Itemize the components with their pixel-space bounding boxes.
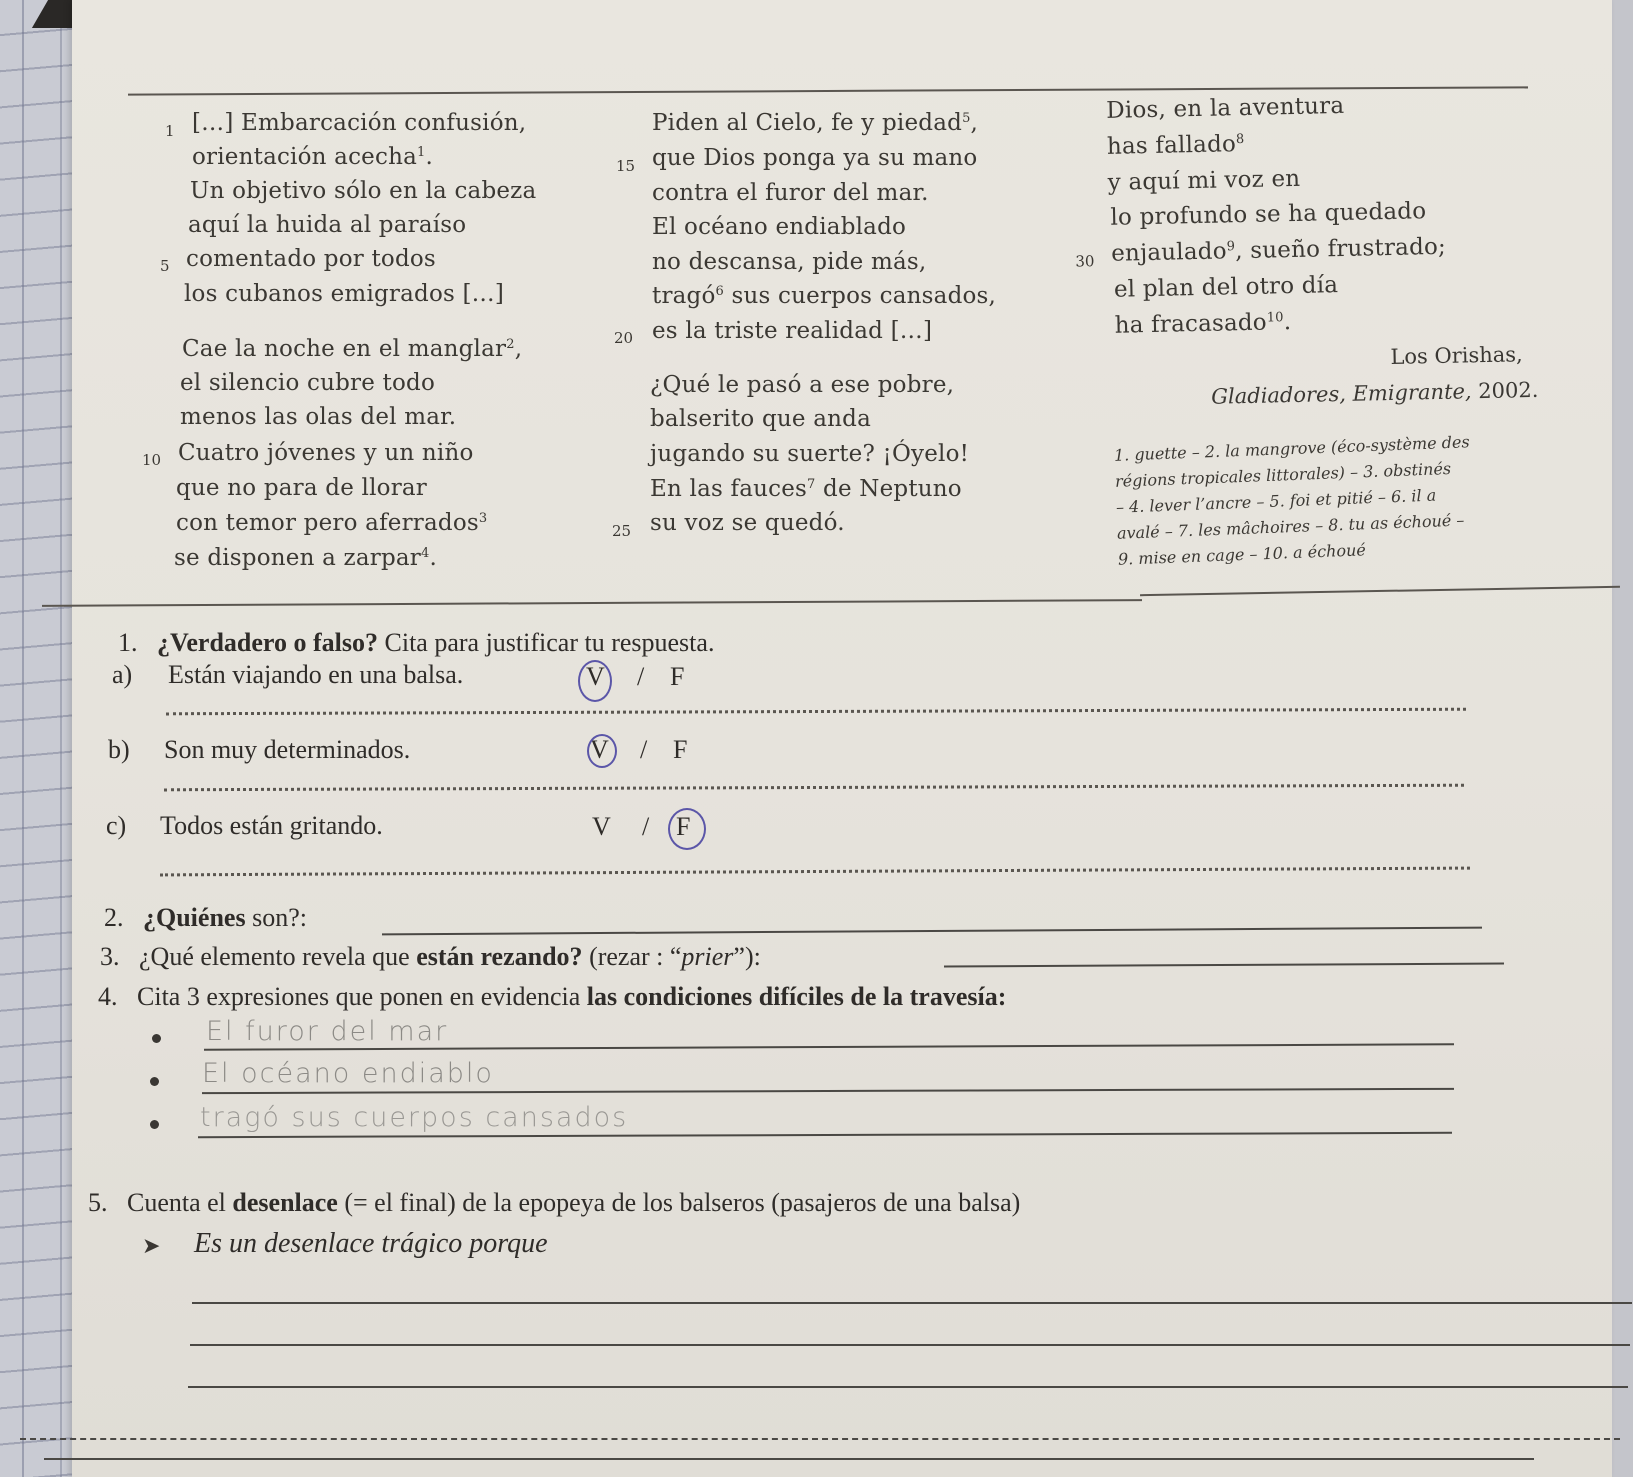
poem-line: aquí la huida al paraíso <box>188 212 467 238</box>
option-separator: / <box>642 812 650 841</box>
poem-line: Cae la noche en el manglar$^2$, <box>182 336 523 362</box>
poem-line: menos las olas del mar. <box>180 404 457 430</box>
line-number: 5 <box>160 257 170 275</box>
poem-line: el silencio cubre todo <box>180 370 436 396</box>
option-false[interactable]: F <box>670 662 685 691</box>
poem-line: su voz se quedó. <box>650 510 845 536</box>
poem-line: El océano endiablado <box>652 214 907 240</box>
credit-author: Los Orishas, <box>1390 342 1523 369</box>
poem-line: no descansa, pide más, <box>652 249 927 275</box>
bullet <box>150 1120 159 1129</box>
question-1c-label: c) <box>106 811 127 840</box>
handwritten-answer: El furor del mar <box>206 1016 449 1047</box>
question-1b-label: b) <box>108 735 130 764</box>
question-1a-text: Están viajando en una balsa. <box>168 660 464 689</box>
option-separator: / <box>637 662 645 691</box>
poem-line: los cubanos emigrados […] <box>184 281 505 307</box>
poem-line: se disponen a zarpar$^4$. <box>174 545 438 571</box>
line-number: 10 <box>142 451 162 469</box>
poem-line: has fallado$^8$ <box>1106 131 1245 160</box>
bullet <box>152 1034 161 1043</box>
option-true[interactable]: V <box>590 735 609 764</box>
answer-line-q5-2[interactable] <box>190 1344 1630 1346</box>
line-number: 20 <box>614 329 634 347</box>
question-1: 1. ¿Verdadero o falso? Cita para justificar tu respuesta. <box>118 628 715 657</box>
question-5: 5. Cuenta el desenlace (= el final) de la epopeya de los balseros (pasajeros de una balsa) <box>88 1188 1021 1217</box>
glossary-line: – 4. lever l’ancre – 5. foi et pitié – 6. il a <box>1115 485 1437 517</box>
poem-line: y aquí mi voz en <box>1107 165 1301 196</box>
poem-line: ha fracasado$^{10}$. <box>1114 309 1292 339</box>
line-number: 15 <box>616 157 636 175</box>
poem-line: que Dios ponga ya su mano <box>652 145 978 171</box>
glossary-line: 1. guette – 2. la mangrove (éco-système des <box>1113 432 1470 465</box>
answer-line-q5-3[interactable] <box>188 1386 1628 1388</box>
poem-line: Cuatro jóvenes y un niño <box>178 440 474 466</box>
handwritten-answer: El océano endiablo <box>202 1058 494 1089</box>
poem-line: con temor pero aferrados$^3$ <box>176 510 488 536</box>
option-true[interactable]: V <box>586 662 605 691</box>
bullet <box>150 1077 159 1086</box>
poem-line: tragó$^6$ sus cuerpos cansados, <box>652 283 997 309</box>
poem-line: Un objetivo sólo en la cabeza <box>190 178 537 204</box>
answer-circle <box>668 808 706 850</box>
option-false[interactable]: F <box>676 812 691 841</box>
poem-line: es la triste realidad […] <box>652 318 933 344</box>
answer-line-q5-1[interactable] <box>192 1302 1632 1304</box>
poem-line: comentado por todos <box>186 246 436 272</box>
line-number: 30 <box>1075 252 1095 271</box>
poem-line: que no para de llorar <box>176 475 427 501</box>
glossary-line: avalé – 7. les mâchoires – 8. tu as échoué – <box>1116 510 1465 543</box>
poem-line: contra el furor del mar. <box>652 180 929 206</box>
option-separator: / <box>640 735 648 764</box>
poem-line: orientación acecha$^1$. <box>192 144 433 170</box>
credit-work: Gladiadores, Emigrante, 2002. <box>1210 377 1539 409</box>
poem-line: balserito que anda <box>650 406 871 432</box>
poem-line: enjaulado$^9$, sueño frustrado; <box>1110 233 1447 267</box>
cut-line <box>20 1438 1620 1440</box>
poem-line: Piden al Cielo, fe y piedad$^5$, <box>652 110 979 136</box>
glossary-line: 9. mise en cage – 10. a échoué <box>1117 540 1367 569</box>
bottom-line <box>44 1458 1534 1460</box>
poem-line: Dios, en la aventura <box>1105 92 1345 124</box>
poem-line: En las fauces$^7$ de Neptuno <box>650 476 962 502</box>
option-true[interactable]: V <box>592 812 611 841</box>
glossary-line: régions tropicales littorales) – 3. obstinés <box>1114 458 1452 491</box>
question-3: 3. ¿Qué elemento revela que están rezando? (rezar : “prier”): <box>100 942 761 971</box>
question-1a-label: a) <box>112 660 133 689</box>
poem-line: ¿Qué le pasó a ese pobre, <box>650 372 955 398</box>
handwritten-answer: tragó sus cuerpos cansados <box>200 1102 629 1133</box>
poem-line: el plan del otro día <box>1113 272 1339 303</box>
poem-line: lo profundo se ha quedado <box>1110 198 1427 231</box>
poem-line: […] Embarcación confusión, <box>192 110 527 136</box>
poem-line: jugando su suerte? ¡Óyelo! <box>650 441 970 467</box>
line-number: 25 <box>612 522 632 540</box>
question-4: 4. Cita 3 expresiones que ponen en evidencia las condiciones difíciles de la travesía: <box>98 982 1007 1011</box>
arrow-bullet-icon: ➤ <box>142 1234 161 1259</box>
question-1c-text: Todos están gritando. <box>160 811 383 840</box>
question-1b-text: Son muy determinados. <box>164 735 411 764</box>
question-2: 2. ¿Quiénes son?: <box>104 903 307 932</box>
answer-circle <box>587 734 617 768</box>
answer-prompt: Es un desenlace trágico porque <box>194 1228 548 1259</box>
line-number: 1 <box>165 122 175 140</box>
answer-circle <box>578 660 612 702</box>
option-false[interactable]: F <box>673 735 688 764</box>
